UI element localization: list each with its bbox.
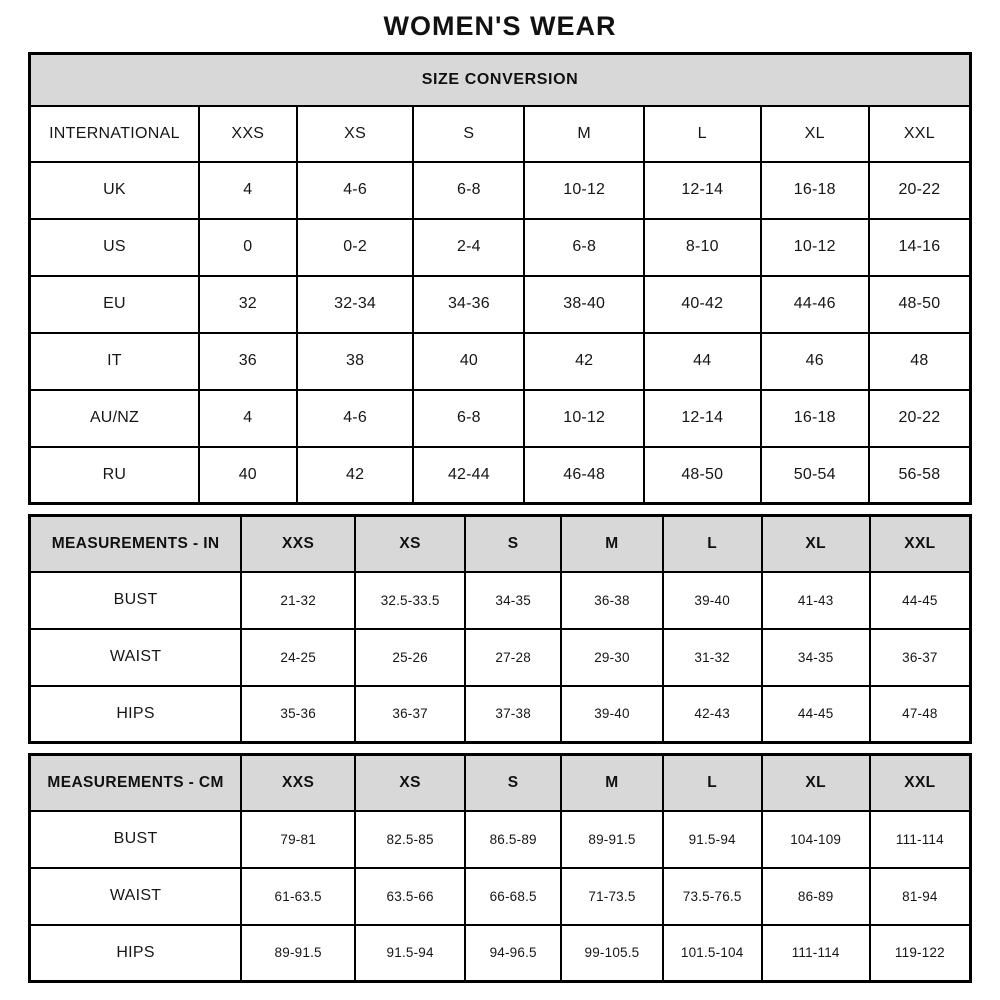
column-header-xl: XL xyxy=(762,516,870,572)
measurement-value: 79-81 xyxy=(241,811,355,868)
row-label: WAIST xyxy=(30,629,242,686)
measurements-in-header-row xyxy=(30,516,971,572)
measurement-value: 89-91.5 xyxy=(561,811,663,868)
column-header-l: L xyxy=(663,516,762,572)
table-row-bust-in xyxy=(30,572,971,629)
size-value: 44 xyxy=(644,333,761,390)
measurement-value: 44-45 xyxy=(762,686,870,743)
size-value: 32-34 xyxy=(297,276,414,333)
size-value: 32 xyxy=(199,276,297,333)
table-row-waist-cm xyxy=(30,868,971,925)
measurement-value: 104-109 xyxy=(762,811,870,868)
measurement-value: 61-63.5 xyxy=(241,868,355,925)
table-title-row xyxy=(30,54,971,106)
measurement-value: 66-68.5 xyxy=(465,868,561,925)
column-header-xl: XL xyxy=(761,106,869,162)
column-header-xxs: XXS xyxy=(241,755,355,811)
measurement-value: 34-35 xyxy=(762,629,870,686)
column-header-s: S xyxy=(465,516,561,572)
size-value: 42 xyxy=(524,333,644,390)
size-conversion-title: SIZE CONVERSION xyxy=(30,54,971,106)
table-row-aunz xyxy=(30,390,971,447)
size-value: 50-54 xyxy=(761,447,869,504)
size-value: 40 xyxy=(413,333,524,390)
measurement-value: 39-40 xyxy=(561,686,663,743)
measurement-value: 39-40 xyxy=(663,572,762,629)
size-value: 0 xyxy=(199,219,297,276)
measurement-value: 47-48 xyxy=(870,686,971,743)
measurement-value: 27-28 xyxy=(465,629,561,686)
table-row-bust-cm xyxy=(30,811,971,868)
measurement-value: 101.5-104 xyxy=(663,925,762,982)
row-label: HIPS xyxy=(30,925,242,982)
column-header-s: S xyxy=(465,755,561,811)
size-value: 34-36 xyxy=(413,276,524,333)
column-header-xs: XS xyxy=(355,516,465,572)
size-value: 38 xyxy=(297,333,414,390)
column-header-xxs: XXS xyxy=(241,516,355,572)
size-value: 10-12 xyxy=(761,219,869,276)
size-value: 40-42 xyxy=(644,276,761,333)
column-header-s: S xyxy=(413,106,524,162)
table-row-us xyxy=(30,219,971,276)
measurements-in-title: MEASUREMENTS - IN xyxy=(30,516,242,572)
row-label: BUST xyxy=(30,811,242,868)
row-label: BUST xyxy=(30,572,242,629)
size-value: 2-4 xyxy=(413,219,524,276)
measurement-value: 91.5-94 xyxy=(355,925,465,982)
measurement-value: 82.5-85 xyxy=(355,811,465,868)
measurement-value: 34-35 xyxy=(465,572,561,629)
measurement-value: 36-38 xyxy=(561,572,663,629)
size-value: 42-44 xyxy=(413,447,524,504)
column-header-international: INTERNATIONAL xyxy=(30,106,199,162)
size-value: 6-8 xyxy=(413,390,524,447)
measurement-value: 35-36 xyxy=(241,686,355,743)
row-label: IT xyxy=(30,333,199,390)
size-value: 6-8 xyxy=(524,219,644,276)
column-header-xs: XS xyxy=(297,106,414,162)
column-header-xxl: XXL xyxy=(869,106,971,162)
measurement-value: 119-122 xyxy=(870,925,971,982)
measurement-value: 21-32 xyxy=(241,572,355,629)
measurement-value: 99-105.5 xyxy=(561,925,663,982)
measurement-value: 111-114 xyxy=(870,811,971,868)
measurement-value: 25-26 xyxy=(355,629,465,686)
size-header-row xyxy=(30,106,971,162)
column-header-l: L xyxy=(663,755,762,811)
measurement-value: 44-45 xyxy=(870,572,971,629)
column-header-xxs: XXS xyxy=(199,106,297,162)
measurement-value: 71-73.5 xyxy=(561,868,663,925)
row-label: AU/NZ xyxy=(30,390,199,447)
size-value: 56-58 xyxy=(869,447,971,504)
table-row-waist-in xyxy=(30,629,971,686)
measurement-value: 91.5-94 xyxy=(663,811,762,868)
page-title: WOMEN'S WEAR xyxy=(383,11,617,41)
measurement-value: 42-43 xyxy=(663,686,762,743)
measurement-value: 86.5-89 xyxy=(465,811,561,868)
measurement-value: 24-25 xyxy=(241,629,355,686)
size-value: 16-18 xyxy=(761,162,869,219)
size-value: 4 xyxy=(199,162,297,219)
size-value: 44-46 xyxy=(761,276,869,333)
size-value: 36 xyxy=(199,333,297,390)
measurements-cm-title: MEASUREMENTS - CM xyxy=(30,755,242,811)
size-value: 14-16 xyxy=(869,219,971,276)
measurement-value: 81-94 xyxy=(870,868,971,925)
size-value: 10-12 xyxy=(524,162,644,219)
column-header-m: M xyxy=(561,516,663,572)
measurement-value: 73.5-76.5 xyxy=(663,868,762,925)
row-label: WAIST xyxy=(30,868,242,925)
measurement-value: 86-89 xyxy=(762,868,870,925)
table-row-ru xyxy=(30,447,971,504)
row-label: EU xyxy=(30,276,199,333)
size-value: 48 xyxy=(869,333,971,390)
size-value: 38-40 xyxy=(524,276,644,333)
measurement-value: 37-38 xyxy=(465,686,561,743)
size-value: 16-18 xyxy=(761,390,869,447)
measurement-value: 94-96.5 xyxy=(465,925,561,982)
size-value: 10-12 xyxy=(524,390,644,447)
table-row-uk xyxy=(30,162,971,219)
size-value: 48-50 xyxy=(644,447,761,504)
size-value: 46-48 xyxy=(524,447,644,504)
size-value: 12-14 xyxy=(644,162,761,219)
table-row-it xyxy=(30,333,971,390)
size-value: 20-22 xyxy=(869,162,971,219)
size-value: 4-6 xyxy=(297,390,414,447)
size-value: 20-22 xyxy=(869,390,971,447)
size-value: 4-6 xyxy=(297,162,414,219)
measurement-value: 111-114 xyxy=(762,925,870,982)
measurement-value: 29-30 xyxy=(561,629,663,686)
measurement-value: 32.5-33.5 xyxy=(355,572,465,629)
size-value: 46 xyxy=(761,333,869,390)
size-value: 12-14 xyxy=(644,390,761,447)
measurement-value: 63.5-66 xyxy=(355,868,465,925)
size-value: 40 xyxy=(199,447,297,504)
column-header-xxl: XXL xyxy=(870,755,971,811)
column-header-m: M xyxy=(561,755,663,811)
size-value: 42 xyxy=(297,447,414,504)
column-header-m: M xyxy=(524,106,644,162)
measurements-cm-table xyxy=(28,753,972,983)
column-header-xl: XL xyxy=(762,755,870,811)
row-label: UK xyxy=(30,162,199,219)
size-value: 4 xyxy=(199,390,297,447)
measurement-value: 36-37 xyxy=(870,629,971,686)
row-label: RU xyxy=(30,447,199,504)
row-label: HIPS xyxy=(30,686,242,743)
table-row-hips-cm xyxy=(30,925,971,982)
measurements-cm-header-row xyxy=(30,755,971,811)
measurement-value: 41-43 xyxy=(762,572,870,629)
column-header-l: L xyxy=(644,106,761,162)
measurement-value: 31-32 xyxy=(663,629,762,686)
table-row-hips-in xyxy=(30,686,971,743)
size-value: 8-10 xyxy=(644,219,761,276)
row-label: US xyxy=(30,219,199,276)
measurement-value: 89-91.5 xyxy=(241,925,355,982)
column-header-xs: XS xyxy=(355,755,465,811)
size-conversion-table xyxy=(28,52,972,505)
column-header-xxl: XXL xyxy=(870,516,971,572)
measurement-value: 36-37 xyxy=(355,686,465,743)
size-value: 6-8 xyxy=(413,162,524,219)
size-value: 0-2 xyxy=(297,219,414,276)
measurements-in-table xyxy=(28,514,972,744)
table-row-eu xyxy=(30,276,971,333)
size-value: 48-50 xyxy=(869,276,971,333)
